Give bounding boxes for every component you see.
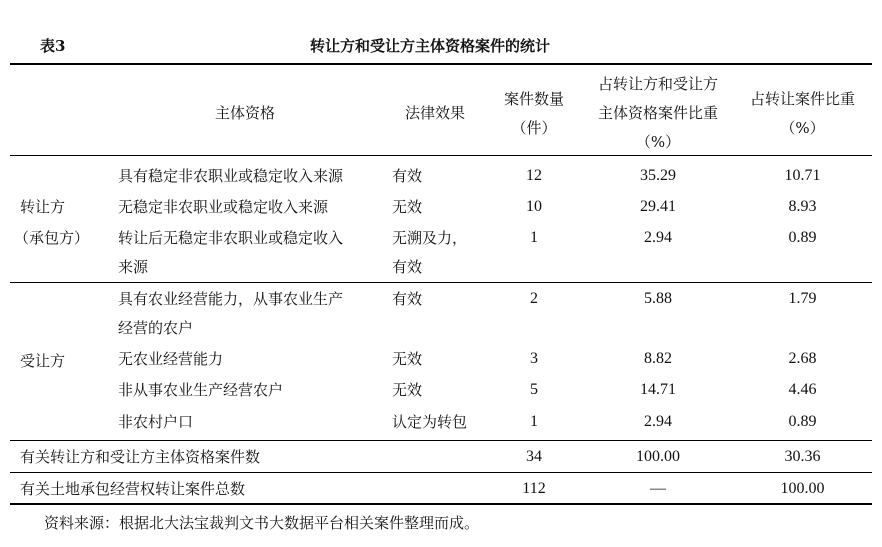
share-transfer-cell: 8.93 — [788, 198, 817, 215]
table-title: 转让方和受让方主体资格案件的统计 — [309, 37, 550, 55]
cases-cell: 2 — [530, 290, 538, 307]
share-parties-cell: 29.41 — [640, 198, 676, 215]
totals-label: 有关土地承包经营权转让案件总数 — [20, 480, 246, 498]
share-parties-cell: 35.29 — [640, 167, 676, 184]
group-transferor-line1: 转让方 — [20, 198, 66, 216]
group-divider-rule — [10, 282, 872, 283]
share-parties-cell: 14.71 — [640, 381, 676, 398]
cases-cell: 1 — [530, 413, 538, 430]
legal-effect-cell-line2: 有效 — [392, 258, 423, 276]
header-share-transfer-line2: （%） — [780, 119, 825, 137]
legal-effect-cell: 有效 — [392, 167, 423, 185]
group-transferor-line2: （承包方） — [14, 229, 90, 247]
qualification-cell: 具有稳定非农职业或稳定收入来源 — [118, 167, 344, 185]
cases-cell: 112 — [522, 480, 546, 497]
share-transfer-cell: 10.71 — [784, 167, 821, 184]
cases-cell: 1 — [530, 229, 538, 246]
qualification-cell: 无稳定非农职业或稳定收入来源 — [118, 198, 329, 216]
header-share-transfer-line1: 占转让案件比重 — [749, 90, 855, 108]
share-transfer-cell: 30.36 — [784, 448, 821, 465]
share-transfer-cell: 0.89 — [788, 413, 817, 430]
source-note: 资料来源：根据北大法宝裁判文书大数据平台相关案件整理而成。 — [44, 514, 480, 532]
legal-effect-cell: 认定为转包 — [392, 413, 468, 431]
totals-label: 有关转让方和受让方主体资格案件数 — [20, 448, 261, 466]
qualification-cell: 非从事农业生产经营农户 — [118, 381, 284, 399]
header-share-parties-line3: （%） — [635, 133, 681, 151]
group-transferee: 受让方 — [20, 352, 66, 370]
header-qualification: 主体资格 — [214, 104, 275, 122]
top-rule — [10, 63, 872, 65]
share-transfer-cell: 0.89 — [788, 229, 817, 246]
header-share-parties-line2: 主体资格案件比重 — [597, 104, 718, 122]
cases-cell: 3 — [530, 350, 538, 367]
header-cases-line1: 案件数量 — [503, 90, 564, 108]
totals-divider-rule — [10, 472, 872, 473]
legal-effect-cell: 无效 — [392, 198, 423, 216]
share-transfer-cell: 100.00 — [780, 480, 825, 497]
share-parties-cell: 100.00 — [636, 448, 680, 465]
cases-cell: 10 — [526, 198, 542, 215]
share-transfer-cell: 2.68 — [788, 350, 817, 367]
table-label: 表3 — [40, 37, 66, 55]
legal-effect-cell: 无效 — [392, 350, 423, 368]
bottom-rule — [10, 503, 872, 505]
cases-cell: 5 — [530, 381, 538, 398]
header-share-parties-line1: 占转让方和受让方 — [597, 75, 718, 93]
share-parties-cell: 2.94 — [644, 229, 672, 246]
share-parties-cell: 2.94 — [644, 413, 672, 430]
header-rule — [10, 155, 872, 156]
qualification-cell-line1: 具有农业经营能力，从事农业生产 — [118, 290, 344, 308]
share-parties-cell: 5.88 — [644, 290, 672, 307]
legal-effect-cell-line1: 无溯及力， — [392, 229, 468, 247]
header-cases-line2: （件） — [511, 119, 557, 137]
qualification-cell-line1: 转让后无稳定非农职业或稳定收入 — [118, 229, 344, 247]
legal-effect-cell: 无效 — [392, 381, 423, 399]
legal-effect-cell: 有效 — [392, 290, 423, 308]
header-legal-effect: 法律效果 — [404, 104, 465, 122]
share-parties-cell: — — [650, 480, 666, 497]
qualification-cell-line2: 来源 — [118, 258, 149, 276]
qualification-cell: 非农村户口 — [118, 413, 194, 431]
qualification-cell-line2: 经营的农户 — [118, 319, 194, 337]
share-transfer-cell: 1.79 — [788, 290, 817, 307]
cases-cell: 34 — [526, 448, 542, 465]
cases-cell: 12 — [526, 167, 542, 184]
share-parties-cell: 8.82 — [644, 350, 672, 367]
body-rule — [10, 440, 872, 441]
share-transfer-cell: 4.46 — [788, 381, 817, 398]
qualification-cell: 无农业经营能力 — [118, 350, 224, 368]
